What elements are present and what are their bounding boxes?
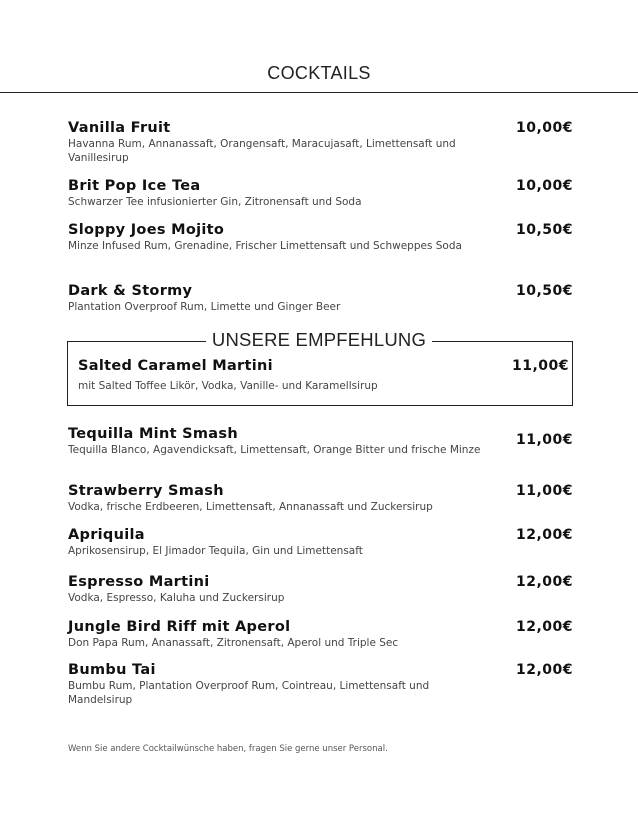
recommendation-heading <box>0 329 638 351</box>
item-price: 12,00€ <box>515 574 573 590</box>
item-name: Brit Pop Ice Tea <box>68 178 201 194</box>
header-divider <box>0 92 638 93</box>
menu-item <box>68 527 573 558</box>
menu-item <box>68 222 573 253</box>
menu-item <box>68 574 573 605</box>
item-description: Plantation Overproof Rum, Limette und Ginger Beer <box>68 301 341 313</box>
item-price: 11,00€ <box>515 483 573 499</box>
item-description: Vodka, Espresso, Kaluha und Zuckersirup <box>68 592 285 604</box>
item-name: Sloppy Joes Mojito <box>68 222 225 238</box>
menu-item <box>68 483 573 514</box>
item-description: Tequilla Blanco, Agavendicksaft, Limettensaft, Orange Bitter und frische Minze <box>68 444 481 456</box>
footer-note: Wenn Sie andere Cocktailwünsche haben, fragen Sie gerne unser Personal. <box>68 744 388 754</box>
item-price: 11,00€ <box>515 432 573 448</box>
item-name: Jungle Bird Riff mit Aperol <box>68 619 291 635</box>
item-price: 12,00€ <box>515 619 573 635</box>
recommendation-heading-text: UNSERE EMPFEHLUNG <box>206 329 432 350</box>
item-description: Bumbu Rum, Plantation Overproof Rum, Cointreau, Limettensaft und Mandelsirup <box>68 680 430 706</box>
item-name: Apriquila <box>68 527 145 543</box>
item-name: Strawberry Smash <box>68 483 224 499</box>
item-name: Bumbu Tai <box>68 662 156 678</box>
item-description: Schwarzer Tee infusionierter Gin, Zitronensaft und Soda <box>68 196 362 208</box>
menu-item <box>68 178 573 209</box>
item-price: 10,50€ <box>515 222 573 238</box>
menu-item <box>68 426 573 457</box>
item-description: Havanna Rum, Annanassaft, Orangensaft, Maracujasaft, Limettensaft und Vanillesirup <box>68 138 456 164</box>
item-name: Vanilla Fruit <box>68 120 171 136</box>
item-price: 10,00€ <box>515 120 573 136</box>
item-description: Vodka, frische Erdbeeren, Limettensaft, Annanassaft und Zuckersirup <box>68 501 433 513</box>
item-description: Don Papa Rum, Ananassaft, Zitronensaft, Aperol und Triple Sec <box>68 637 399 649</box>
menu-item <box>68 662 573 707</box>
item-description: Minze Infused Rum, Grenadine, Frischer Limettensaft und Schweppes Soda <box>68 240 462 252</box>
item-price: 10,00€ <box>515 178 573 194</box>
item-name: Tequilla Mint Smash <box>68 426 238 442</box>
recommendation-item-price: 11,00€ <box>512 358 570 374</box>
item-price: 12,00€ <box>515 662 573 678</box>
menu-item <box>68 120 573 165</box>
page-title: COCKTAILS <box>267 63 371 83</box>
recommendation-item-name: Salted Caramel Martini <box>78 358 273 374</box>
menu-item <box>68 619 573 650</box>
item-name: Espresso Martini <box>68 574 210 590</box>
menu-item <box>68 283 573 314</box>
item-price: 12,00€ <box>515 527 573 543</box>
item-price: 10,50€ <box>515 283 573 299</box>
recommendation-item-description: mit Salted Toffee Likör, Vodka, Vanille- und Karamellsirup <box>78 380 378 392</box>
item-name: Dark & Stormy <box>68 283 193 299</box>
item-description: Aprikosensirup, El Jimador Tequila, Gin und Limettensaft <box>68 545 363 557</box>
